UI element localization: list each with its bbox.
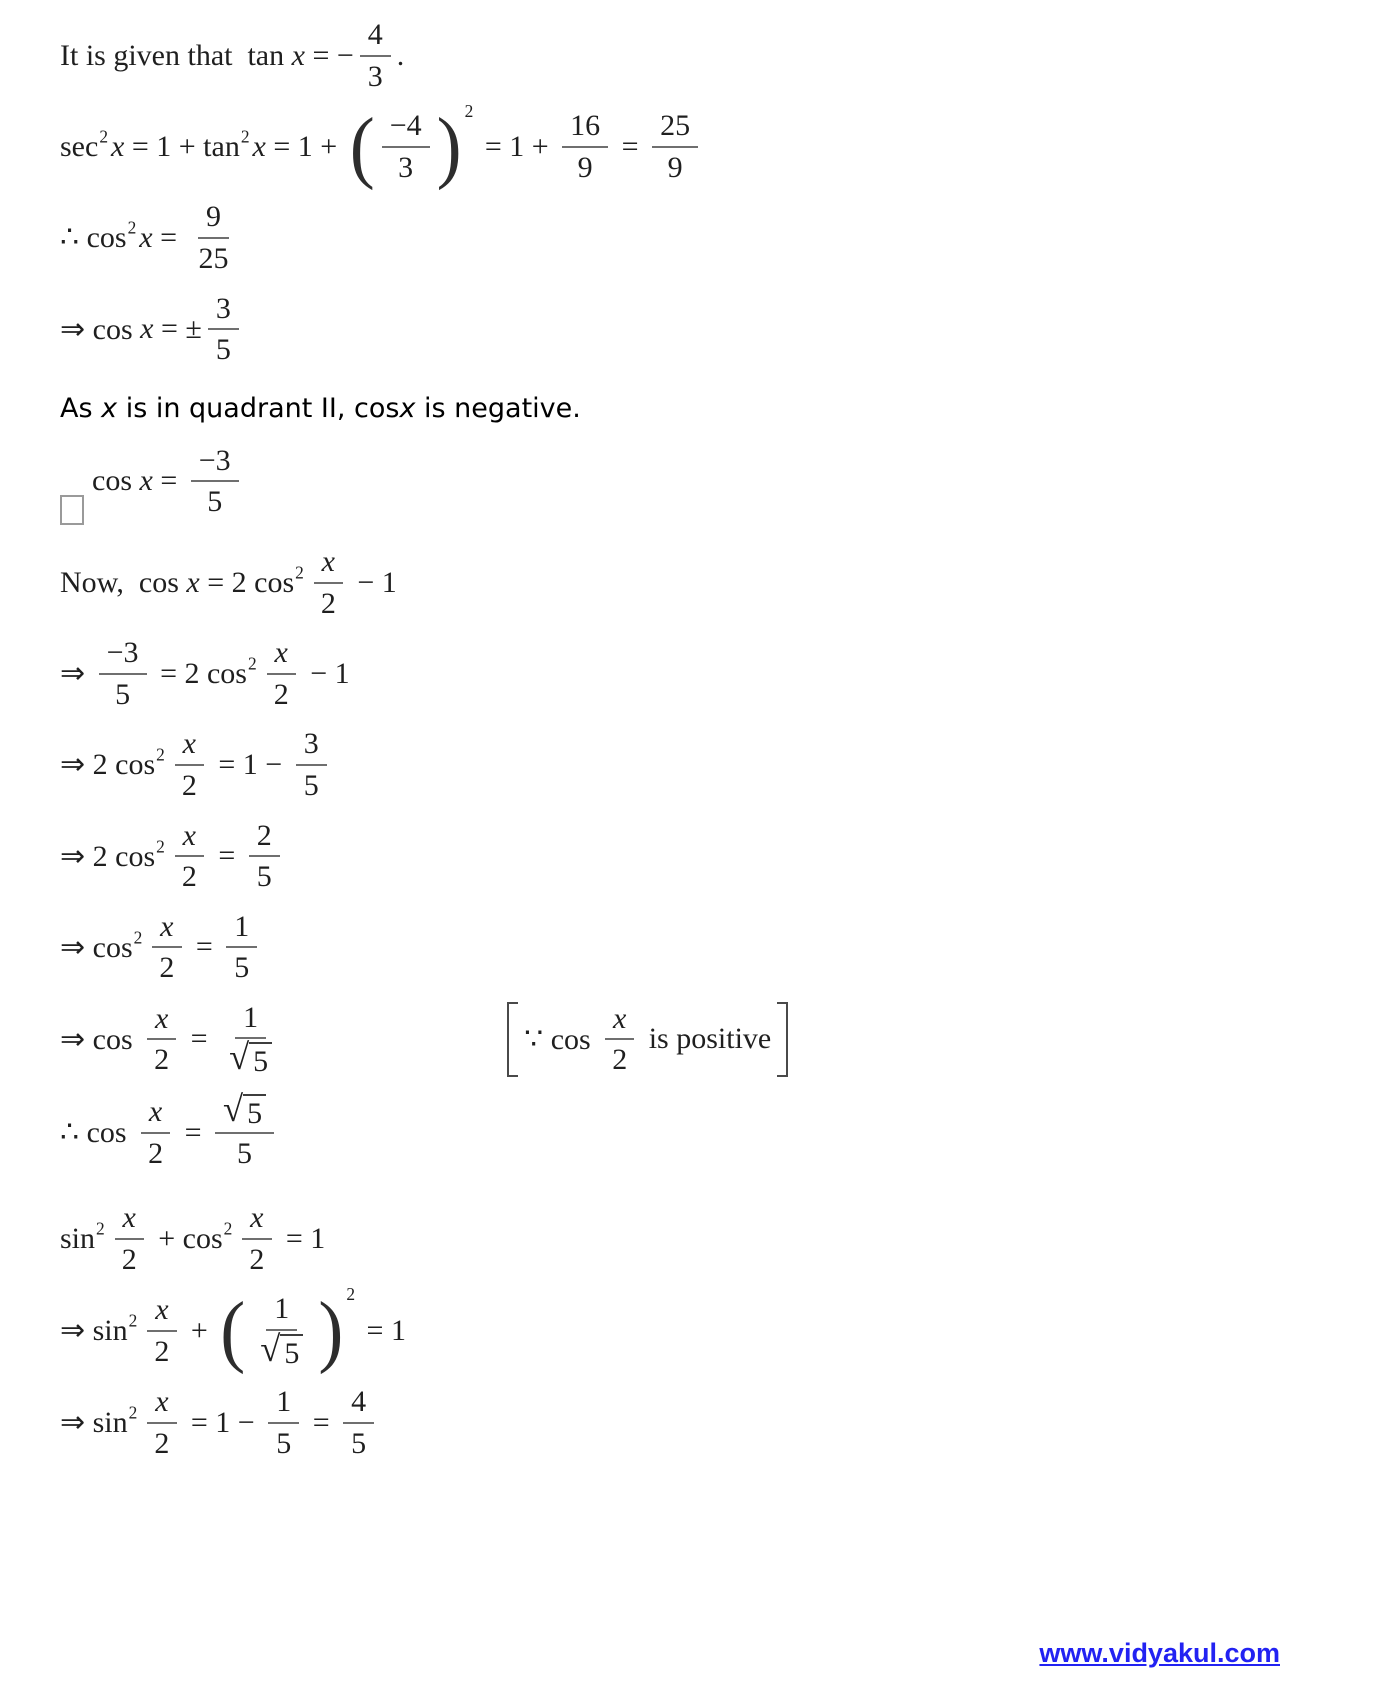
close-paren-icon: ) xyxy=(318,1285,344,1376)
open-paren-icon: ( xyxy=(220,1285,246,1376)
numerator xyxy=(226,910,257,949)
math-text: is positive xyxy=(641,1022,772,1056)
math-text: sec xyxy=(60,129,99,163)
denominator xyxy=(174,766,205,803)
math-variable: x xyxy=(111,129,125,163)
exponent: 2 xyxy=(156,836,165,857)
numerator xyxy=(267,636,296,675)
math-variable: x xyxy=(139,464,153,498)
math-text: 25 xyxy=(198,241,229,275)
equation-pythagorean-identity xyxy=(60,1201,1345,1276)
denominator xyxy=(570,148,601,185)
math-text: 2 xyxy=(320,586,336,620)
numerator xyxy=(268,1385,299,1424)
numerator xyxy=(296,727,327,766)
fraction xyxy=(221,1001,280,1078)
math-text: 1 xyxy=(274,1292,290,1326)
math-variable: x xyxy=(155,1385,169,1419)
math-text: . xyxy=(396,38,405,72)
math-text: ∵ cos xyxy=(524,1022,599,1056)
math-text: ⇒ cos xyxy=(60,312,141,346)
math-text: ⇒ sin xyxy=(60,1314,128,1348)
math-text: = xyxy=(188,930,221,964)
square-root xyxy=(223,1087,266,1130)
fraction xyxy=(604,1002,635,1077)
radicand: 5 xyxy=(280,1334,303,1370)
denominator xyxy=(208,330,239,367)
math-text: 3 xyxy=(303,727,319,761)
numerator xyxy=(562,109,608,148)
equation-rearrange-1 xyxy=(60,727,1345,802)
math-text: 2 xyxy=(159,951,175,985)
denominator xyxy=(151,948,182,985)
math-text: + cos xyxy=(150,1221,223,1255)
equation-now-identity xyxy=(60,545,1345,620)
math-text: 3 xyxy=(367,59,383,93)
math-text: −4 xyxy=(389,109,422,143)
numerator xyxy=(175,819,204,858)
fraction xyxy=(343,1385,374,1460)
denominator xyxy=(140,1134,171,1171)
exponent: 2 xyxy=(133,927,143,948)
math-text: = 2 cos xyxy=(199,565,295,599)
math-variable: x xyxy=(182,818,196,852)
math-variable: x xyxy=(399,392,416,424)
math-text: ∴ cos xyxy=(60,1116,135,1150)
math-text: 5 xyxy=(303,768,319,802)
fraction xyxy=(151,910,182,985)
math-text: ∴ cos xyxy=(60,221,127,255)
numerator xyxy=(360,18,391,57)
math-text: = xyxy=(210,839,243,873)
denominator xyxy=(604,1040,635,1077)
fraction xyxy=(146,1293,177,1368)
bracket-group xyxy=(501,1002,794,1077)
math-text: As xyxy=(60,392,102,424)
square-root xyxy=(229,1036,272,1079)
denominator xyxy=(146,1424,177,1461)
open-bracket-icon xyxy=(507,1002,518,1077)
math-text: 1 xyxy=(243,1000,259,1034)
math-text: Now, cos xyxy=(60,565,187,599)
fraction xyxy=(249,819,280,894)
math-text: 5 xyxy=(276,1426,292,1460)
math-text: = 1 xyxy=(278,1221,326,1255)
math-text: 16 xyxy=(570,109,601,143)
math-text: 5 xyxy=(351,1426,367,1460)
math-variable: x xyxy=(154,1001,169,1035)
denominator xyxy=(360,57,391,94)
exponent: 2 xyxy=(127,217,137,238)
denominator xyxy=(174,857,205,894)
denominator xyxy=(146,1040,177,1077)
fraction xyxy=(114,1201,145,1276)
denominator xyxy=(114,1240,145,1277)
math-text: 5 xyxy=(256,860,272,894)
math-text: ⇒ sin xyxy=(60,1406,128,1440)
fraction xyxy=(99,636,147,711)
radical-sign: √ xyxy=(229,1036,250,1078)
math-text: −3 xyxy=(198,443,231,477)
close-bracket-icon xyxy=(777,1002,788,1077)
math-text: = 1 + tan xyxy=(124,129,240,163)
fraction xyxy=(146,1002,177,1077)
fraction xyxy=(191,444,239,519)
radical-sign: √ xyxy=(260,1327,281,1369)
math-variable: x xyxy=(252,129,266,163)
math-text: = xyxy=(152,220,185,254)
exponent: 2 xyxy=(247,653,257,674)
math-text: 2 xyxy=(181,768,197,802)
fraction xyxy=(241,1201,272,1276)
math-variable: x xyxy=(321,544,335,578)
exponent: 2 xyxy=(295,562,304,583)
denominator xyxy=(268,1424,299,1461)
math-text: 9 xyxy=(206,200,222,234)
numerator xyxy=(198,200,229,239)
numerator xyxy=(605,1002,634,1041)
equation-cos-sq-half xyxy=(60,910,1345,985)
math-text: sin xyxy=(60,1221,96,1255)
math-variable: x xyxy=(155,1293,169,1327)
math-variable: x xyxy=(274,636,288,670)
group-content xyxy=(524,1002,771,1077)
math-text: It is given that tan xyxy=(60,38,292,72)
numerator xyxy=(175,727,204,766)
denominator xyxy=(146,1332,177,1369)
equation-cos-half-rationalized xyxy=(60,1087,1345,1171)
math-text: cos xyxy=(92,464,140,498)
math-variable: x xyxy=(148,1094,163,1128)
numerator xyxy=(141,1095,170,1134)
equation-sin-sq-half-result xyxy=(60,1385,1345,1460)
denominator xyxy=(199,482,230,519)
math-text: = xyxy=(183,1022,216,1056)
math-variable: x xyxy=(140,312,154,346)
fraction xyxy=(140,1095,171,1170)
math-text: − 1 xyxy=(349,565,397,599)
math-text: 1 xyxy=(276,1385,292,1419)
fraction xyxy=(296,727,327,802)
numerator xyxy=(382,109,430,148)
denominator xyxy=(107,675,138,712)
fraction xyxy=(174,819,205,894)
math-text: 2 xyxy=(181,860,197,894)
math-text: 2 xyxy=(612,1043,628,1077)
open-paren-icon: ( xyxy=(349,101,375,192)
math-text: ⇒ 2 cos xyxy=(60,748,156,782)
math-text: ⇒ xyxy=(60,657,93,691)
numerator xyxy=(343,1385,374,1424)
math-text: = xyxy=(152,464,185,498)
math-text: + xyxy=(183,1313,216,1347)
denominator xyxy=(660,148,691,185)
math-variable: x xyxy=(101,392,118,424)
equation-rearrange-2 xyxy=(60,819,1345,894)
denominator xyxy=(252,1327,311,1370)
math-text: 2 xyxy=(121,1242,137,1276)
denominator xyxy=(229,1134,260,1171)
math-text: 9 xyxy=(667,150,683,184)
footer-link[interactable]: www.vidyakul.com xyxy=(1039,1638,1280,1668)
fraction xyxy=(360,18,391,93)
numerator xyxy=(152,910,181,949)
math-variable: x xyxy=(291,38,305,72)
equation-cos-pm xyxy=(60,292,1345,367)
square-root xyxy=(260,1327,303,1370)
numerator xyxy=(235,1001,266,1040)
radical-sign: √ xyxy=(223,1087,244,1129)
math-text: = xyxy=(305,1405,338,1439)
math-text: is negative. xyxy=(415,392,581,424)
math-text: = 1 + xyxy=(265,129,345,163)
fraction xyxy=(174,727,205,802)
math-text: 4 xyxy=(351,1385,367,1419)
denominator xyxy=(343,1424,374,1461)
numerator xyxy=(147,1002,176,1041)
fraction xyxy=(268,1385,299,1460)
fraction xyxy=(252,1292,311,1369)
math-text: −3 xyxy=(106,636,139,670)
group-content xyxy=(376,109,436,184)
math-text: 2 xyxy=(154,1426,170,1460)
math-text: 9 xyxy=(577,150,593,184)
math-text: 5 xyxy=(215,333,231,367)
math-text: = − xyxy=(304,38,354,72)
equation-sec-squared xyxy=(60,101,1345,192)
numerator xyxy=(147,1385,176,1424)
fraction xyxy=(266,636,297,711)
numerator xyxy=(191,444,239,483)
math-variable: x xyxy=(250,1201,264,1235)
denominator xyxy=(313,584,344,621)
exponent: 2 xyxy=(240,126,250,147)
math-text: = xyxy=(614,129,647,163)
math-variable: x xyxy=(182,727,196,761)
fraction xyxy=(146,1385,177,1460)
math-text: 2 xyxy=(256,818,272,852)
math-text: 1 xyxy=(234,909,250,943)
fraction xyxy=(191,200,237,275)
paren-group xyxy=(219,1284,356,1376)
close-paren-icon: ) xyxy=(436,101,462,192)
missing-glyph-box xyxy=(60,495,84,525)
denominator xyxy=(390,148,421,185)
math-text: = xyxy=(177,1115,209,1149)
fraction xyxy=(562,109,608,184)
fraction xyxy=(208,292,239,367)
denominator xyxy=(241,1240,272,1277)
exponent: 2 xyxy=(156,744,165,765)
math-text: 2 xyxy=(249,1242,265,1276)
numerator xyxy=(652,109,698,148)
math-text: 5 xyxy=(115,677,131,711)
math-text: = 1 xyxy=(359,1313,406,1347)
exponent: 2 xyxy=(128,1402,138,1423)
numerator xyxy=(115,1201,144,1240)
equation-cos-neg xyxy=(60,444,1345,519)
math-text: = 1 − xyxy=(183,1405,263,1439)
denominator xyxy=(249,857,280,894)
denominator xyxy=(296,766,327,803)
math-text: 4 xyxy=(367,18,383,51)
numerator xyxy=(249,819,280,858)
math-text: − 1 xyxy=(302,656,350,690)
numerator xyxy=(215,1087,274,1135)
numerator xyxy=(266,1292,297,1331)
fraction xyxy=(226,910,257,985)
equation-given-tan xyxy=(60,18,1345,93)
equation-substitute-cos-half xyxy=(60,1284,1345,1376)
math-text: 5 xyxy=(207,485,223,519)
solution-content xyxy=(60,12,1345,1477)
radicand: 5 xyxy=(243,1094,266,1130)
math-text: ⇒ cos xyxy=(60,1022,141,1056)
numerator xyxy=(147,1293,176,1332)
math-variable: x xyxy=(122,1201,136,1235)
denominator xyxy=(266,675,297,712)
math-text: 5 xyxy=(234,951,250,985)
exponent: 2 xyxy=(464,101,474,122)
numerator xyxy=(208,292,239,331)
exponent: 2 xyxy=(128,1310,138,1331)
math-text: 2 xyxy=(154,1043,170,1077)
math-text: 5 xyxy=(237,1137,253,1171)
numerator xyxy=(99,636,147,675)
math-text: 2 xyxy=(273,677,289,711)
math-text: = 2 cos xyxy=(152,656,247,690)
math-text: 2 xyxy=(154,1334,170,1368)
math-text: 25 xyxy=(660,109,691,143)
equation-cos-half-value xyxy=(60,1001,1345,1078)
math-text: ⇒ cos xyxy=(60,930,133,964)
paren-group xyxy=(349,101,474,192)
denominator xyxy=(226,948,257,985)
equation-substitute xyxy=(60,636,1345,711)
text-quadrant-note xyxy=(60,393,1345,424)
denominator xyxy=(191,239,237,276)
math-text: = ± xyxy=(153,312,202,346)
math-text: ⇒ 2 cos xyxy=(60,839,156,873)
group-content xyxy=(246,1292,317,1369)
math-text: = 1 − xyxy=(210,747,290,781)
exponent: 2 xyxy=(96,1218,105,1239)
exponent: 2 xyxy=(99,126,109,147)
numerator xyxy=(242,1201,271,1240)
fraction xyxy=(652,109,698,184)
numerator xyxy=(314,545,343,584)
math-text: = 1 + xyxy=(477,129,557,163)
math-variable: x xyxy=(139,220,153,254)
math-text: 2 xyxy=(148,1136,164,1170)
math-text: 3 xyxy=(398,150,414,184)
fraction xyxy=(313,545,344,620)
math-text: is in quadrant II, cos xyxy=(117,392,400,424)
equation-cos-squared xyxy=(60,200,1345,275)
math-text: 3 xyxy=(215,291,231,325)
fraction xyxy=(215,1087,274,1171)
math-variable: x xyxy=(186,565,200,599)
radicand: 5 xyxy=(249,1042,272,1078)
denominator xyxy=(221,1036,280,1079)
fraction xyxy=(382,109,430,184)
math-variable: x xyxy=(613,1001,627,1035)
math-variable: x xyxy=(160,909,174,943)
exponent: 2 xyxy=(346,1284,356,1305)
exponent: 2 xyxy=(223,1218,233,1239)
